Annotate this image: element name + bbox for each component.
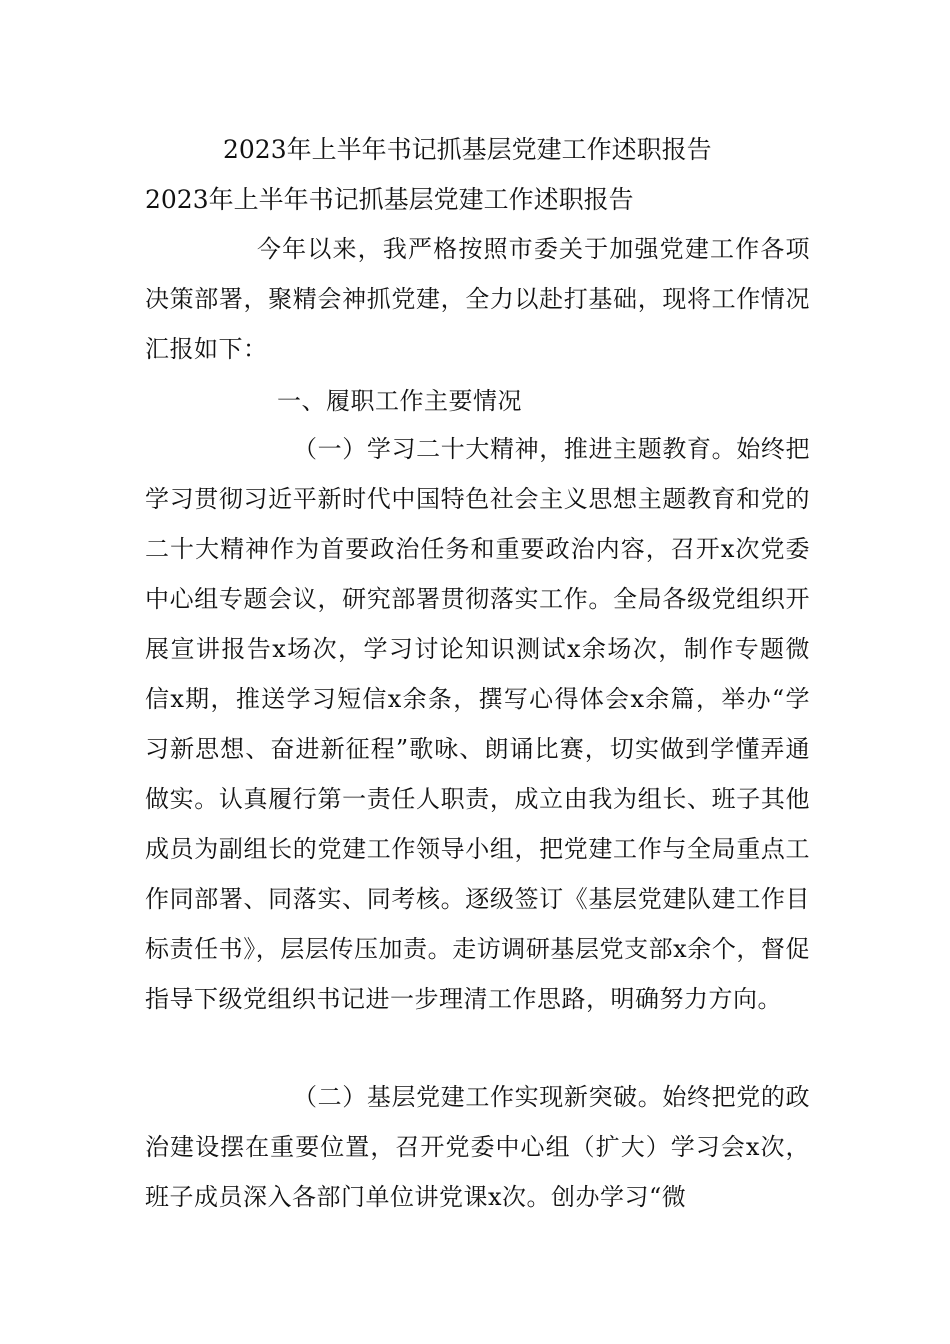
paragraph-two: （二）基层党建工作实现新突破。始终把党的政治建设摆在重要位置，召开党委中心组（扩大）学习会x次，班子成员深入各部门单位讲党课x次。创办学习“微 — [145, 1083, 810, 1211]
section-heading: 一、履职工作主要情况 — [277, 387, 522, 415]
paragraph-one: （一）学习二十大精神，推进主题教育。始终把学习贯彻习近平新时代中国特色社会主义思想主题教育和党的二十大精神作为首要政治任务和重要政治内容，召开x次党委中心组专题会议，研究部署贯彻落实工作。全局各级党组织开展宣讲报告x场次，学习讨论知识测试x余场次，制作专题微信x期，推送学习短信x余条，撰写心得体会x余篇，举办“学习新思想、奋进新征程”歌咏、朗诵比赛，切实做到学懂弄通做实。认真履行第一责任人职责，成立由我为组长、班子其他成员为副组长的党建工作领导小组，把党建工作与全局重点工作同部署、同落实、同考核。逐级签订《基层党建队建工作目标责任书》，层层传压加责。走访调研基层党支部x余个，督促指导下级党组织书记进一步理清工作思路，明确努力方向。 — [145, 435, 810, 1013]
document-title-left: 2023年上半年书记抓基层党建工作述职报告 — [145, 185, 634, 214]
intro-paragraph: 今年以来，我严格按照市委关于加强党建工作各项决策部署，聚精会神抓党建，全力以赴打基础，现将工作情况汇报如下： — [145, 235, 810, 363]
document-title-centered: 2023年上半年书记抓基层党建工作述职报告 — [223, 135, 712, 164]
